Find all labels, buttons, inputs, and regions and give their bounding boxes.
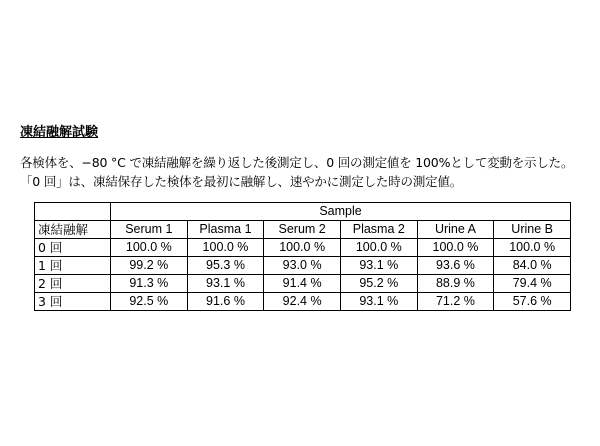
column-header: Plasma 2 <box>340 221 417 239</box>
table-cell: 92.5 % <box>111 293 188 311</box>
table-cell: 100.0 % <box>187 239 264 257</box>
table-cell: 93.1 % <box>340 293 417 311</box>
column-header: Serum 2 <box>264 221 341 239</box>
row-label: 1 回 <box>35 257 111 275</box>
document-title: 凍結融解試験 <box>20 125 99 140</box>
table-cell: 91.6 % <box>187 293 264 311</box>
description-line-2: 「0 回」は、凍結保存した検体を最初に融解し、速やかに測定した時の測定値。 <box>20 174 463 189</box>
table-row <box>35 239 571 257</box>
column-header: Plasma 1 <box>187 221 264 239</box>
table-cell: 100.0 % <box>340 239 417 257</box>
table-cell: 93.1 % <box>340 257 417 275</box>
table-cell: 79.4 % <box>494 275 571 293</box>
table-cell: 91.3 % <box>111 275 188 293</box>
table-cell: 95.3 % <box>187 257 264 275</box>
table-corner-cell <box>35 203 111 221</box>
row-label: 2 回 <box>35 275 111 293</box>
freeze-thaw-results-table <box>34 202 571 311</box>
column-header: Urine A <box>417 221 494 239</box>
table-cell: 100.0 % <box>417 239 494 257</box>
table-cell: 93.1 % <box>187 275 264 293</box>
table-cell: 100.0 % <box>494 239 571 257</box>
description-line-1: 各検体を、−80 °C で凍結融解を繰り返した後測定し、0 回の測定値を 100%として変動を示した。 <box>20 155 574 170</box>
table-cell: 91.4 % <box>264 275 341 293</box>
table-cell: 93.0 % <box>264 257 341 275</box>
sample-group-header: Sample <box>111 203 571 221</box>
column-header: Serum 1 <box>111 221 188 239</box>
row-label: 0 回 <box>35 239 111 257</box>
table-group-header-row <box>35 203 571 221</box>
column-header: Urine B <box>494 221 571 239</box>
table-cell: 71.2 % <box>417 293 494 311</box>
table-cell: 100.0 % <box>111 239 188 257</box>
row-label: 3 回 <box>35 293 111 311</box>
table-row <box>35 257 571 275</box>
table-cell: 93.6 % <box>417 257 494 275</box>
table-row <box>35 293 571 311</box>
table-cell: 88.9 % <box>417 275 494 293</box>
table-cell: 95.2 % <box>340 275 417 293</box>
table-cell: 57.6 % <box>494 293 571 311</box>
table-cell: 100.0 % <box>264 239 341 257</box>
table-cell: 92.4 % <box>264 293 341 311</box>
table-column-header-row <box>35 221 571 239</box>
table-row <box>35 275 571 293</box>
table-cell: 84.0 % <box>494 257 571 275</box>
table-cell: 99.2 % <box>111 257 188 275</box>
row-header-label: 凍結融解 <box>35 221 111 239</box>
